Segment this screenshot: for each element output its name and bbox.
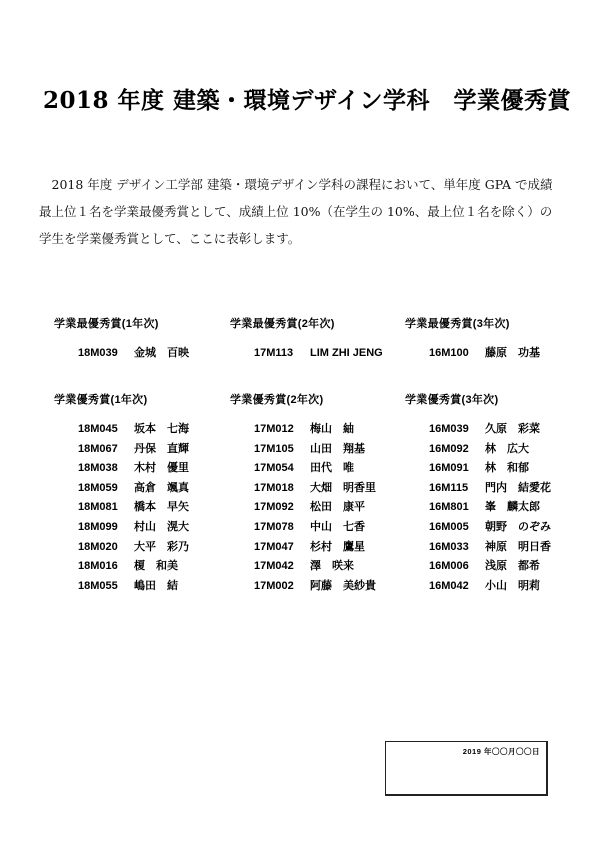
award-entry-row: [78, 498, 234, 518]
student-id: 18M020: [78, 540, 118, 553]
award-entry-row: [78, 479, 234, 499]
award-entry-row: [78, 557, 234, 577]
column-heading: 学業優秀賞(3年次): [405, 394, 499, 406]
student-id: 18M045: [78, 423, 118, 435]
student-name: 小山 明莉: [485, 579, 540, 592]
column-heading: 学業優秀賞(2年次): [230, 394, 324, 406]
student-id: 18M039: [78, 347, 118, 359]
award-entry-row: [254, 479, 410, 499]
award-entry-row: [254, 577, 410, 597]
top-award-column-year1: [54, 315, 234, 364]
page-title: 2018 年度 建築・環境デザイン学科 学業優秀賞: [43, 87, 571, 114]
student-id: 18M081: [78, 501, 118, 514]
award-entry-row: [429, 440, 585, 460]
student-id: 17M078: [254, 520, 294, 533]
award-entry-row: [78, 518, 234, 538]
student-id: 16M005: [429, 520, 469, 533]
student-name: 阿藤 美紗貴: [310, 579, 376, 592]
student-name: 山田 翔基: [310, 442, 365, 455]
award-entry-row: [78, 344, 234, 364]
top-award-column-year2: [230, 315, 410, 364]
student-id: 16M033: [429, 540, 469, 553]
excellence-award-column-year3: [405, 391, 585, 596]
award-entry-row: [254, 344, 410, 364]
award-entry-row: [78, 459, 234, 479]
student-id: 16M006: [429, 560, 469, 573]
excellence-award-column-year2: [230, 391, 410, 596]
student-id: 18M055: [78, 579, 118, 592]
student-name: 田代 唯: [310, 462, 354, 475]
student-id: 18M016: [78, 560, 118, 573]
student-name: LIM ZHI JENG: [310, 347, 383, 359]
award-entry-row: [429, 420, 585, 440]
student-id: 17M105: [254, 442, 294, 455]
award-entry-row: [254, 420, 410, 440]
student-name: 門内 結愛花: [485, 481, 551, 494]
excellence-award-column-year1: [54, 391, 234, 596]
student-name: 嶋田 結: [134, 579, 178, 592]
award-entry-row: [78, 577, 234, 597]
student-id: 17M113: [254, 347, 294, 359]
student-name: 梅山 紬: [310, 423, 354, 435]
student-id: 17M042: [254, 560, 294, 573]
student-name: 大畑 明香里: [310, 481, 376, 494]
intro-paragraph: [39, 171, 584, 252]
award-entry-row: [78, 440, 234, 460]
student-id: 18M038: [78, 462, 118, 475]
student-name: 林 和郁: [485, 462, 529, 475]
student-name: 村山 滉大: [134, 520, 189, 533]
award-entry-row: [254, 518, 410, 538]
student-id: 16M039: [429, 423, 469, 435]
award-entry-row: [254, 459, 410, 479]
student-id: 18M099: [78, 520, 118, 533]
student-id: 17M012: [254, 423, 294, 435]
student-name: 杉村 鷹星: [310, 540, 365, 553]
award-entry-row: [429, 344, 585, 364]
student-name: 林 広大: [485, 442, 529, 455]
entry-list: [230, 420, 410, 596]
student-name: 大平 彩乃: [134, 540, 189, 553]
student-name: 金城 百映: [134, 347, 189, 359]
student-name: 松田 康平: [310, 501, 365, 514]
student-name: 中山 七香: [310, 520, 365, 533]
student-name: 澤 咲来: [310, 560, 354, 573]
student-id: 17M054: [254, 462, 294, 475]
student-name: 榎 和美: [134, 560, 178, 573]
student-id: 16M115: [429, 481, 469, 494]
award-entry-row: [254, 498, 410, 518]
student-id: 17M018: [254, 481, 294, 494]
student-name: 坂本 七海: [134, 423, 189, 435]
student-id: 16M100: [429, 347, 469, 359]
award-entry-row: [78, 538, 234, 558]
signature-date-box: [385, 741, 548, 796]
student-name: 神原 明日香: [485, 540, 551, 553]
intro-line: 最上位１名を学業最優秀賞として、成績上位 10%（在学生の 10%、最上位１名を除く）の: [39, 204, 553, 219]
award-entry-row: [429, 577, 585, 597]
student-name: 久原 彩菜: [485, 423, 540, 435]
award-entry-row: [429, 557, 585, 577]
top-award-column-year3: [405, 315, 585, 364]
top-awards-section: [0, 315, 614, 375]
student-id: 18M059: [78, 481, 118, 494]
student-id: 17M092: [254, 501, 294, 514]
date-placeholder-text: 2019 年〇〇月〇〇日: [462, 747, 540, 756]
column-heading: 学業最優秀賞(3年次): [405, 318, 510, 330]
student-name: 橋本 早矢: [134, 501, 189, 514]
column-heading: 学業優秀賞(1年次): [54, 394, 148, 406]
intro-line: 学生を学業優秀賞として、ここに表彰します。: [39, 231, 301, 246]
entry-list: [54, 344, 234, 364]
award-entry-row: [429, 538, 585, 558]
column-heading: 学業最優秀賞(2年次): [230, 318, 335, 330]
award-entry-row: [254, 538, 410, 558]
student-id: 16M092: [429, 442, 469, 455]
award-entry-row: [254, 557, 410, 577]
award-entry-row: [78, 420, 234, 440]
student-name: 丹保 直輝: [134, 442, 189, 455]
student-name: 高倉 颯真: [134, 481, 189, 494]
column-heading: 学業最優秀賞(1年次): [54, 318, 159, 330]
award-entry-row: [429, 498, 585, 518]
award-entry-row: [429, 518, 585, 538]
entry-list: [230, 344, 410, 364]
student-id: 17M047: [254, 540, 294, 553]
award-entry-row: [429, 479, 585, 499]
award-entry-row: [429, 459, 585, 479]
student-name: 藤原 功基: [485, 347, 540, 359]
student-id: 16M042: [429, 579, 469, 592]
student-name: 朝野 のぞみ: [485, 520, 551, 533]
intro-line: 2018 年度 デザイン工学部 建築・環境デザイン学科の課程において、単年度 GPA で成績: [39, 177, 553, 192]
student-id: 16M091: [429, 462, 469, 475]
student-name: 木村 優里: [134, 462, 189, 475]
entry-list: [405, 344, 585, 364]
student-id: 18M067: [78, 442, 118, 455]
student-name: 浅原 都希: [485, 560, 540, 573]
entry-list: [54, 420, 234, 596]
award-entry-row: [254, 440, 410, 460]
student-name: 峯 麟太郎: [485, 501, 540, 514]
student-id: 16M801: [429, 501, 469, 514]
entry-list: [405, 420, 585, 596]
excellence-awards-section: [0, 391, 614, 611]
student-id: 17M002: [254, 579, 294, 592]
